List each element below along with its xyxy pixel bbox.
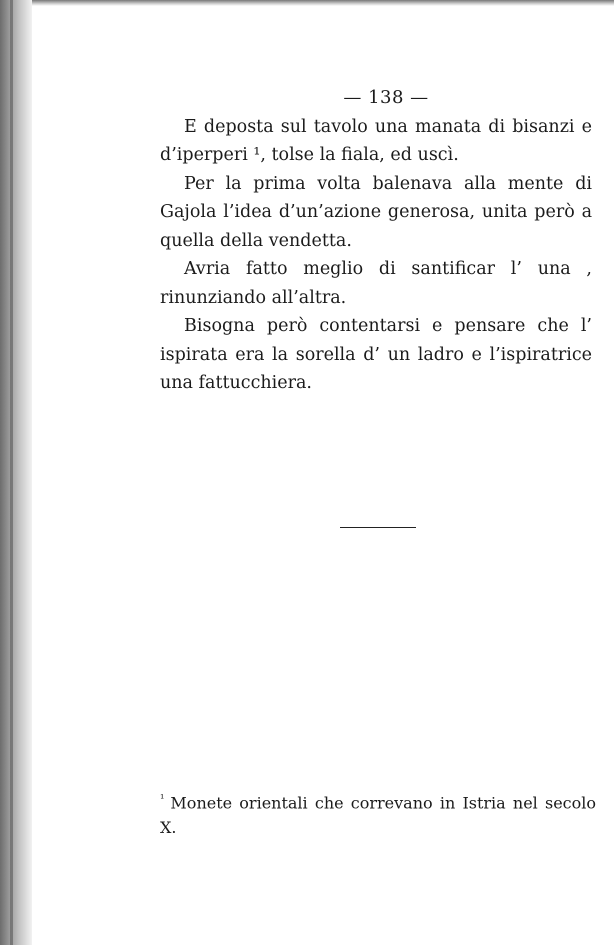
- paragraph-2: Per la prima volta balenava alla mente di Gajola l’idea d’un’azione generosa, unita però a quella della vendetta.: [160, 173, 592, 251]
- page-top-edge: [0, 0, 614, 6]
- page-body: [160, 84, 592, 398]
- footnote: [160, 786, 596, 840]
- footnote-marker: ¹: [160, 792, 165, 805]
- paragraph-4: Bisogna però contentarsi e pensare che l’ ispirata era la sorella d’ un ladro e l’ispiratrice una fattucchiera.: [160, 316, 592, 393]
- paragraph-1: E deposta sul tavolo una manata di bisanzi e d’iperperi ¹, tolse la fiala, ed uscì.: [160, 116, 592, 165]
- book-spine-edge: [0, 0, 32, 945]
- page-number: — 138 —: [343, 87, 429, 108]
- section-divider: [340, 527, 416, 528]
- footnote-text: Monete orientali che correvano in Istria nel secolo X.: [160, 793, 596, 838]
- paragraph-3: Avria fatto meglio di santificar l’ una , rinunziando all’altra.: [160, 259, 592, 308]
